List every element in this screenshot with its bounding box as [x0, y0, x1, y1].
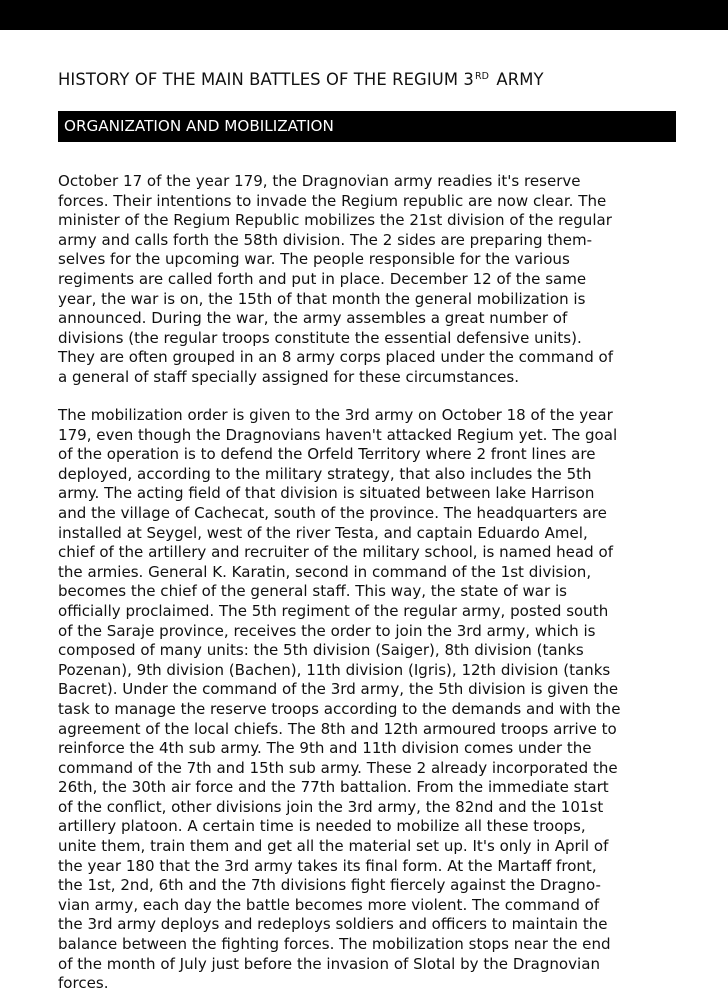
paragraph-2-line: of the Saraje province, receives the order to join the 3rd army, which is	[58, 621, 596, 640]
paragraph-2-line: balance between the fighting forces. The mobilization stops near the end	[58, 935, 611, 954]
paragraph-2-line: of the month of July just before the invasion of Slotal by the Dragnovian	[58, 954, 600, 973]
paragraph-2-line: installed at Seygel, west of the river Testa, and captain Eduardo Amel,	[58, 523, 588, 542]
title-superscript: RD	[474, 71, 490, 82]
paragraph-1-line: forces. Their intentions to invade the Regium republic are now clear. The	[58, 191, 607, 210]
paragraph-2-line: 179, even though the Dragnovians haven't attacked Regium yet. The goal	[58, 425, 618, 444]
paragraph-2-line: officially proclaimed. The 5th regiment of the regular army, posted south	[58, 601, 609, 620]
paragraph-2-line: 26th, the 30th air force and the 77th battalion. From the immediate start	[58, 778, 609, 797]
paragraph-2-line: unite them, train them and get all the material set up. It's only in April of	[58, 837, 609, 856]
paragraph-1-line: divisions (the regular troops constitute the essential defensive units).	[58, 328, 582, 347]
paragraph-1-line: They are often grouped in an 8 army corps placed under the command of	[58, 348, 614, 367]
paragraph-1-line: October 17 of the year 179, the Dragnovian army readies it's reserve	[58, 172, 581, 190]
paragraph-2-line: command of the 7th and 15th sub army. These 2 already incorporated the	[58, 758, 618, 777]
paragraph-1-line: regiments are called forth and put in place. December 12 of the same	[58, 269, 587, 288]
paragraph-2-line: artillery platoon. A certain time is needed to mobilize all these troops,	[58, 817, 586, 836]
section-heading-bar	[58, 111, 676, 142]
paragraph-1-line: selves for the upcoming war. The people responsible for the various	[58, 250, 570, 269]
paragraph-2-line: and the village of Cachecat, south of the province. The headquarters are	[58, 503, 607, 522]
paragraph-2-line: composed of many units: the 5th division (Saiger), 8th division (tanks	[58, 641, 584, 660]
page-title	[58, 70, 544, 89]
paragraph-2-line: army. The acting field of that division is situated between lake Harrison	[58, 484, 595, 503]
paragraph-1-line: minister of the Regium Republic mobilizes the 21st division of the regular	[58, 211, 612, 230]
paragraph-2-line: chief of the artillery and recruiter of the military school, is named head of	[58, 543, 614, 562]
paragraph-2-line: the 3rd army deploys and redeploys soldiers and officers to maintain the	[58, 915, 608, 934]
paragraph-2-line: the armies. General K. Karatin, second in command of the 1st division,	[58, 562, 592, 581]
paragraph-2-line: task to manage the reserve troops according to the demands and with the	[58, 699, 621, 718]
section-heading: ORGANIZATION AND MOBILIZATION	[64, 117, 334, 135]
paragraph-2-line: the year 180 that the 3rd army takes its final form. At the Martaff front,	[58, 856, 597, 875]
paragraph-2-line: agreement of the local chiefs. The 8th and 12th armoured troops arrive to	[58, 719, 617, 738]
paragraph-2-line: Pozenan), 9th division (Bachen), 11th division (Igris), 12th division (tanks	[58, 660, 611, 679]
paragraph-2-line: reinforce the 4th sub army. The 9th and 11th division comes under the	[58, 739, 592, 758]
paragraph-2-line: vian army, each day the battle becomes more violent. The command of	[58, 895, 600, 914]
paragraph-1	[58, 172, 698, 388]
paragraph-1-line: a general of staff specially assigned for these circumstances.	[58, 367, 519, 386]
paragraph-2-line: The mobilization order is given to the 3rd army on October 18 of the year	[58, 406, 613, 424]
paragraph-2-line: of the operation is to defend the Orfeld Territory where 2 front lines are	[58, 445, 596, 464]
paragraph-2-line: becomes the chief of the general staff. This way, the state of war is	[58, 582, 567, 601]
paragraph-1-line: army and calls forth the 58th division. The 2 sides are preparing them-	[58, 230, 593, 249]
paragraph-2-line: forces.	[58, 974, 109, 993]
paragraph-1-line: announced. During the war, the army assembles a great number of	[58, 309, 568, 328]
top-black-band	[0, 0, 728, 30]
paragraph-2-line: of the conflict, other divisions join the 3rd army, the 82nd and the 101st	[58, 797, 604, 816]
title-main: HISTORY OF THE MAIN BATTLES OF THE REGIUM 3	[58, 70, 474, 89]
paragraph-2-line: deployed, according to the military strategy, that also includes the 5th	[58, 464, 592, 483]
paragraph-2	[58, 406, 698, 994]
title-tail: ARMY	[496, 70, 544, 89]
paragraph-1-line: year, the war is on, the 15th of that month the general mobilization is	[58, 289, 586, 308]
paragraph-2-line: the 1st, 2nd, 6th and the 7th divisions fight fiercely against the Dragno-	[58, 876, 601, 895]
paragraph-2-line: Bacret). Under the command of the 3rd army, the 5th division is given the	[58, 680, 619, 699]
